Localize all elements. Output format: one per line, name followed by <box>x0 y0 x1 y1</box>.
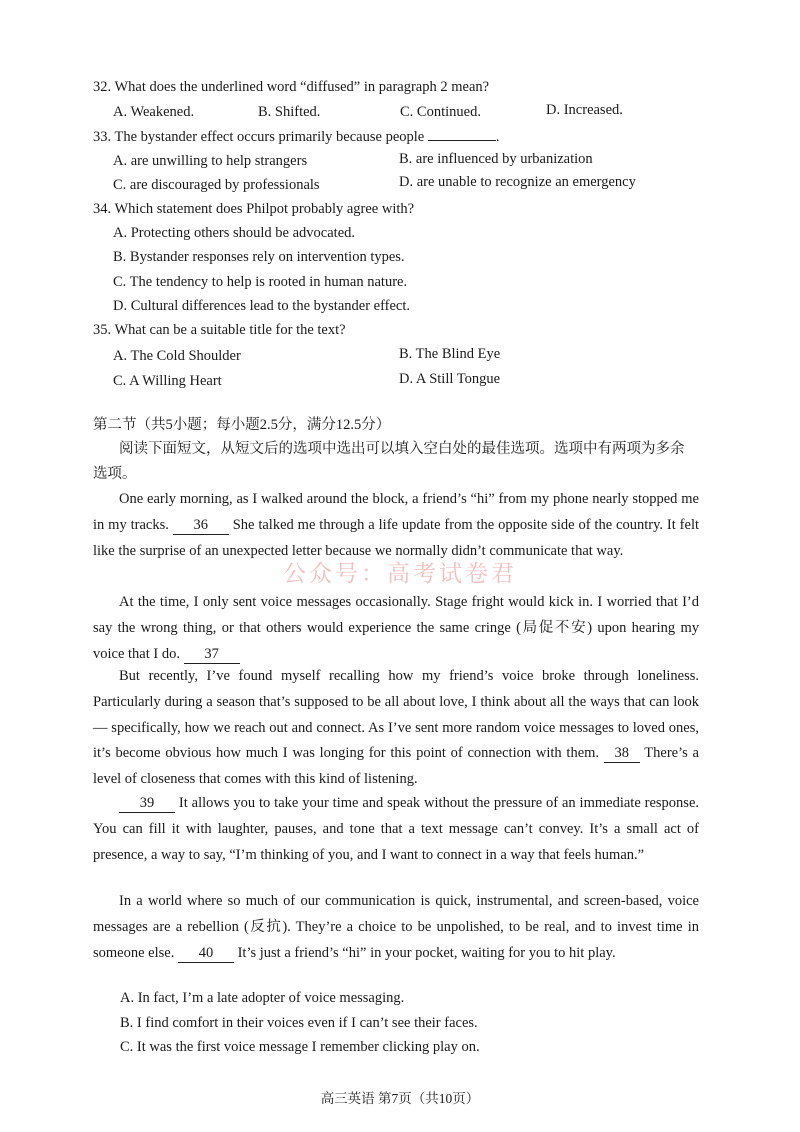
q32-option-b: B. Shifted. <box>258 104 321 120</box>
q35-option-b: B. The Blind Eye <box>399 346 501 362</box>
section-instructions <box>93 437 703 487</box>
p1-text-b: She talked me through a life update from the opposite side of the country. It felt like the surprise of an unexpected letter because we normally didn’t communicate that way. <box>93 516 700 559</box>
answer-option-b: B. I find comfort in their voices even if I can’t see their faces. <box>120 1015 478 1031</box>
q35-option-c: C. A Willing Heart <box>113 373 222 389</box>
q33-stem-text: 33. The bystander effect occurs primarily because people <box>93 129 425 145</box>
q34-option-c: C. The tendency to help is rooted in human nature. <box>113 274 408 290</box>
blank-39: 39 <box>119 795 175 813</box>
p3-text-b: There’s a level of closeness that comes with this kind of listening. <box>93 745 699 788</box>
q34-option-d: D. Cultural differences lead to the bystander effect. <box>113 298 411 314</box>
page-footer: 高三英语 第7页（共10页） <box>320 1091 480 1106</box>
question-35-stem: 35. What can be a suitable title for the text? <box>93 322 346 338</box>
q33-stem-end: . <box>495 129 500 145</box>
q34-option-b: B. Bystander responses rely on intervention types. <box>113 249 405 265</box>
q33-option-b: B. are influenced by urbanization <box>399 151 593 167</box>
question-32-stem: 32. What does the underlined word “diffused” in paragraph 2 mean? <box>93 79 490 95</box>
p1-text-a: One early morning, as I walked around the block, a friend’s “hi” from my phone nearly stopped me in my tracks. <box>93 491 699 533</box>
p5-text-a: In a world where so much of our communication is quick, instrumental, and screen-based, voice messages are a rebellion (反抗). They’re a choice to be unpolished, to be real, and to invest time in someone else. <box>93 893 699 961</box>
q34-option-a: A. Protecting others should be advocated. <box>113 225 356 241</box>
q32-option-d: D. Increased. <box>546 102 623 118</box>
instruction-line-2: 选项。 <box>93 466 137 482</box>
p5-text-b: It’s just a friend’s “hi” in your pocket, waiting for you to hit play. <box>237 944 616 961</box>
q32-option-a: A. Weakened. <box>113 104 195 120</box>
question-33-stem <box>93 128 499 146</box>
q33-option-d: D. are unable to recognize an emergency <box>399 174 636 190</box>
q35-option-a: A. The Cold Shoulder <box>113 348 241 364</box>
q33-option-a: A. are unwilling to help strangers <box>113 153 308 169</box>
blank-37: 37 <box>184 646 240 664</box>
p3-text-a: But recently, I’ve found myself recalling how my friend’s voice broke through loneliness. Particularly during a season that’s supposed to be all about love, I think about all the ways that can look — specifically, how we reach out and connect. As I’ve sent more random voice messages to loved ones, it’s become obvious how much I was longing for this point of connection with them. <box>93 668 699 762</box>
q32-option-c: C. Continued. <box>400 104 481 120</box>
section-heading: 第二节（共5小题；每小题2.5分，满分12.5分） <box>93 417 391 433</box>
p4-text-a: It allows you to take your time and speak without the pressure of an immediate response. You can fill it with laughter, pauses, and tone that a text message can’t convey. It’s a small act of presence, a way to say, “I’m thinking of you, and I want to connect in a way that feels human.” <box>93 795 700 863</box>
blank-38: 38 <box>604 745 640 763</box>
question-34-stem: 34. Which statement does Philpot probably agree with? <box>93 201 415 217</box>
answer-option-a: A. In fact, I’m a late adopter of voice messaging. <box>120 990 405 1006</box>
q33-option-c: C. are discouraged by professionals <box>113 177 320 193</box>
passage-paragraph-3 <box>93 664 699 793</box>
p2-text-a: At the time, I only sent voice messages occasionally. Stage fright would kick in. I worried that I’d say the wrong thing, or that others would experience the same cringe (局促不安) upon hearing my voice that I do. <box>93 594 699 662</box>
q33-blank-line <box>428 128 496 141</box>
q35-option-d: D. A Still Tongue <box>399 371 501 387</box>
answer-option-c: C. It was the first voice message I remember clicking play on. <box>120 1039 480 1055</box>
passage-paragraph-1 <box>93 487 699 564</box>
passage-paragraph-2 <box>93 590 699 667</box>
instruction-line-1: 阅读下面短文，从短文后的选项中选出可以填入空白处的最佳选项。选项中有两项为多余 <box>119 441 685 457</box>
passage-paragraph-4 <box>93 791 699 868</box>
blank-36: 36 <box>173 517 229 535</box>
blank-40: 40 <box>178 945 234 963</box>
passage-paragraph-5 <box>93 889 699 966</box>
watermark: 公众号：高考试卷君 <box>283 561 517 587</box>
